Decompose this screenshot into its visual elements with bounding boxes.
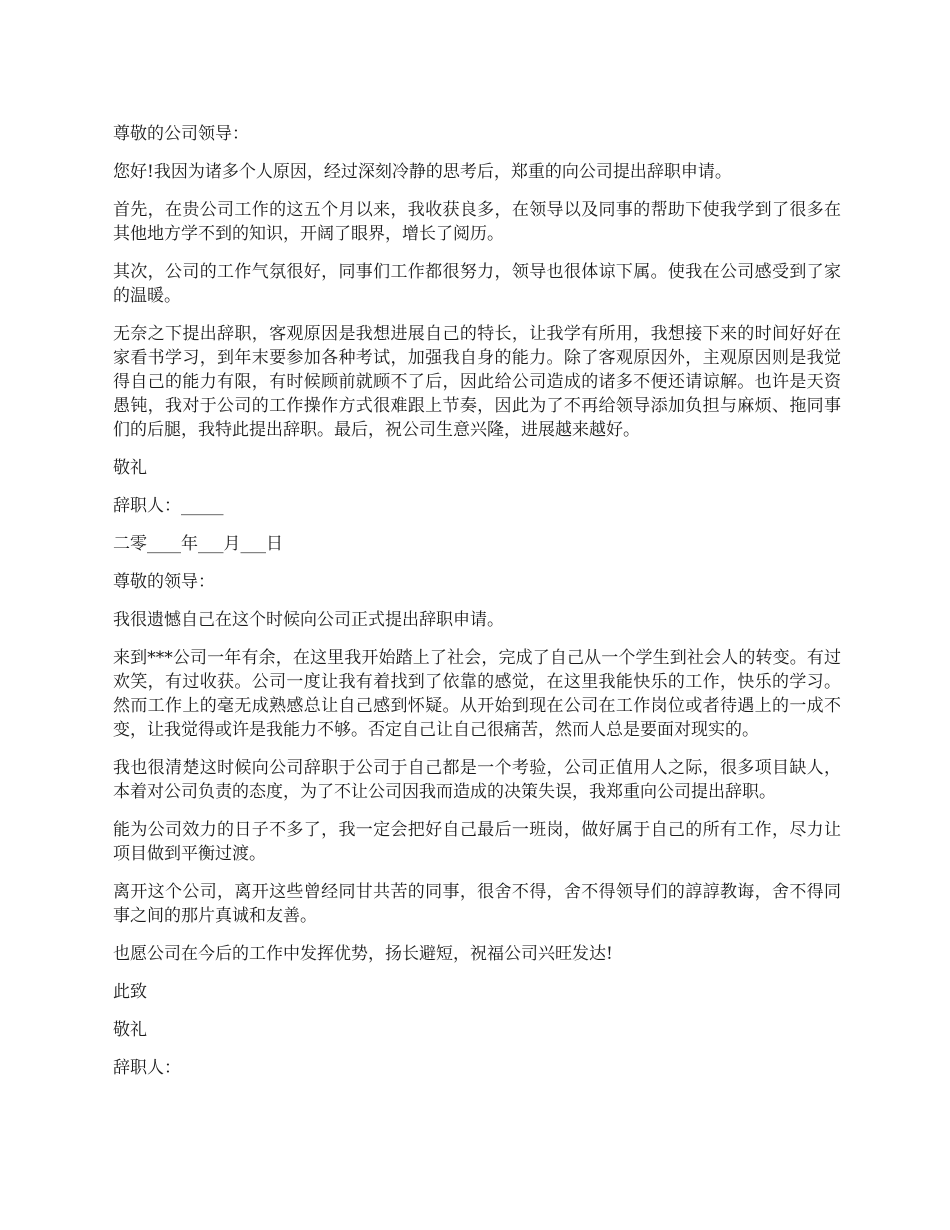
paragraph: 您好!我因为诸多个人原因，经过深刻冷静的思考后，郑重的向公司提出辞职申请。 <box>113 162 732 182</box>
paragraph: 来到***公司一年有余，在这里我开始踏上了社会，完成了自己从一个学生到社会人的转变。有过欢笑，有过收获。公司一度让我有着找到了依靠的感觉，在这里我能快乐的工作，快乐的学习。然而工作上的毫无成熟感总让自己感到怀疑。从开始到现在公司在工作岗位或者待遇上的一成不变，让我觉得或许是我能力不够。否定自己让自己很痛苦，然而人总是要面对现实的。 <box>113 648 841 740</box>
closing-regards-1: 敬礼 <box>113 458 147 478</box>
closing-regards-2: 敬礼 <box>113 1020 147 1040</box>
paragraph: 无奈之下提出辞职，客观原因是我想进展自己的特长，让我学有所用，我想接下来的时间好好在家看书学习，到年末要参加各种考试，加强我自身的能力。除了客观原因外，主观原因则是我觉得自己的能力有限，有时候顾前就顾不了后，因此给公司造成的诸多不便还请谅解。也许是天资愚钝，我对于公司的工作操作方式很难跟上节奏，因此为了不再给领导添加负担与麻烦、拖同事们的后腿，我特此提出辞职。最后，祝公司生意兴隆，进展越来越好。 <box>113 324 841 440</box>
paragraph: 也愿公司在今后的工作中发挥优势，扬长避短，祝福公司兴旺发达! <box>113 944 613 964</box>
paragraph: 我很遗憾自己在这个时候向公司正式提出辞职申请。 <box>113 610 504 630</box>
signature-line-2: 辞职人： <box>113 1058 181 1078</box>
date-line: 二零____年___月___日 <box>113 534 283 554</box>
closing-cizhi: 此致 <box>113 982 147 1002</box>
salutation-2: 尊敬的领导： <box>113 572 215 592</box>
paragraph: 首先，在贵公司工作的这五个月以来，我收获良多，在领导以及同事的帮助下使我学到了很多在其他地方学不到的知识，开阔了眼界，增长了阅历。 <box>113 200 841 244</box>
document-body <box>113 122 841 1094</box>
paragraph: 其次，公司的工作气氛很好，同事们工作都很努力，领导也很体谅下属。使我在公司感受到了家的温暖。 <box>113 262 841 306</box>
salutation-1: 尊敬的公司领导： <box>113 124 249 144</box>
signature-line-1: 辞职人：_____ <box>113 496 224 516</box>
paragraph: 我也很清楚这时候向公司辞职于公司于自己都是一个考验，公司正值用人之际，很多项目缺人，本着对公司负责的态度，为了不让公司因我而造成的决策失误，我郑重向公司提出辞职。 <box>113 758 841 802</box>
paragraph: 能为公司效力的日子不多了，我一定会把好自己最后一班岗，做好属于自己的所有工作，尽力让项目做到平衡过渡。 <box>113 820 841 864</box>
paragraph: 离开这个公司，离开这些曾经同甘共苦的同事，很舍不得，舍不得领导们的諄諄教诲，舍不得同事之间的那片真诚和友善。 <box>113 882 841 926</box>
